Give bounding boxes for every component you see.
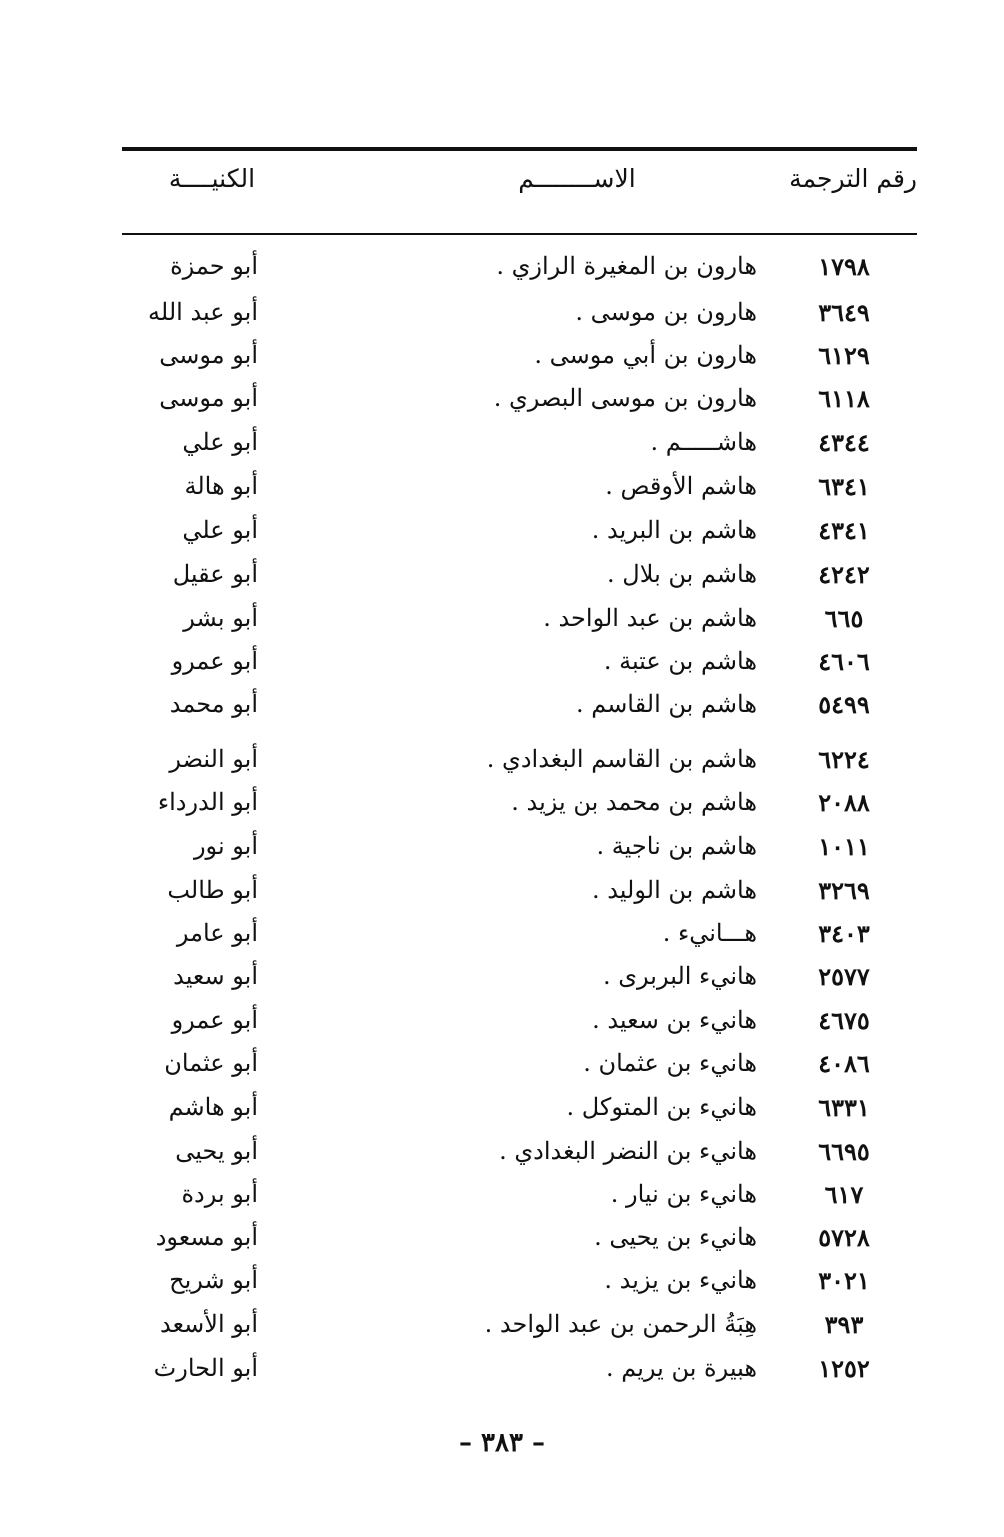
person-name: هِبَةُ الرحمن بن عبد الواحد . (484, 1310, 757, 1338)
table-header (122, 164, 917, 208)
person-name: هانيء بن يحيى . (594, 1223, 757, 1251)
person-name: هانيء بن سعيد . (592, 1006, 757, 1034)
person-kunya: أبو موسى (159, 384, 258, 412)
translation-number: ٦٣٤١ (818, 472, 870, 501)
person-name: هانيء بن يزيد . (604, 1266, 757, 1294)
table-row (122, 252, 917, 292)
table-row (122, 745, 917, 785)
person-kunya: أبو علي (182, 428, 258, 456)
person-kunya: أبو حمزة (170, 252, 258, 280)
person-name: هاشم بن عتبة . (603, 647, 757, 675)
person-kunya: أبو عامر (176, 919, 258, 947)
table-row (122, 384, 917, 424)
person-name: هاشم بن القاسم . (575, 690, 757, 718)
translation-number: ٦٦٥ (824, 604, 864, 633)
person-name: هاشم بن ناجية . (596, 832, 757, 860)
table-row (122, 1093, 917, 1133)
header-kunya: الكنيــــة (168, 164, 256, 193)
person-kunya: أبو عمرو (171, 647, 258, 675)
person-kunya: أبو بشر (183, 604, 258, 632)
person-name: هاشم بن بلال . (607, 560, 757, 588)
table-row (122, 1266, 917, 1306)
table-row (122, 690, 917, 730)
person-name: هارون بن موسى البصري . (493, 384, 757, 412)
translation-number: ٤٣٤١ (818, 516, 870, 545)
person-name: هاشـــــم . (650, 428, 757, 456)
table-row (122, 876, 917, 916)
table-row (122, 1310, 917, 1350)
translation-number: ٦١١٨ (818, 384, 870, 413)
translation-number: ٣٤٠٣ (818, 919, 870, 948)
translation-number: ٤٠٨٦ (818, 1049, 870, 1078)
table-row (122, 1137, 917, 1177)
translation-number: ٥٤٩٩ (818, 690, 870, 719)
person-name: هبيرة بن يريم . (606, 1354, 757, 1382)
person-kunya: أبو شريح (169, 1266, 258, 1294)
header-name: الاســــــــم (518, 164, 636, 193)
person-name: هارون بن المغيرة الرازي . (496, 252, 757, 280)
table-row (122, 604, 917, 644)
person-name: هاشم بن الوليد . (591, 876, 757, 904)
translation-number: ٥٧٢٨ (818, 1223, 870, 1252)
translation-number: ٤٦٠٦ (818, 647, 870, 676)
translation-number: ٣٢٦٩ (818, 876, 870, 905)
header-rule (122, 233, 917, 235)
person-kunya: أبو محمد (169, 690, 258, 718)
translation-number: ٣٦٤٩ (818, 298, 870, 327)
person-name: هانيء بن عثمان . (583, 1049, 757, 1077)
person-kunya: أبو هالة (184, 472, 258, 500)
person-name: هارون بن أبي موسى . (534, 341, 757, 369)
person-name: هانيء البربرى . (603, 962, 757, 990)
translation-number: ٤٦٧٥ (818, 1006, 870, 1035)
person-name: هانيء بن نيار . (610, 1180, 757, 1208)
translation-number: ٦٦٩٥ (818, 1137, 870, 1166)
translation-number: ٦٣٣١ (818, 1093, 870, 1122)
person-name: هارون بن موسى . (575, 298, 757, 326)
page-number: – ٣٨٣ – (458, 1428, 546, 1458)
table-row (122, 919, 917, 959)
table-row (122, 1006, 917, 1046)
table-row (122, 428, 917, 468)
person-kunya: أبو الأسعد (159, 1310, 258, 1338)
person-kunya: أبو نور (193, 832, 258, 860)
person-name: هانيء بن المتوكل . (566, 1093, 757, 1121)
person-kunya: أبو مسعود (155, 1223, 258, 1251)
table-row (122, 1354, 917, 1394)
translation-number: ١٢٥٢ (818, 1354, 870, 1383)
person-kunya: أبو الحارث (153, 1354, 258, 1382)
translation-number: ١٠١١ (818, 832, 870, 861)
translation-number: ٤٢٤٢ (818, 560, 870, 589)
translation-number: ٤٣٤٤ (818, 428, 870, 457)
table-row (122, 962, 917, 1002)
person-kunya: أبو عثمان (164, 1049, 258, 1077)
person-name: هاشم بن محمد بن يزيد . (511, 788, 757, 816)
table-row (122, 560, 917, 600)
table-row (122, 516, 917, 556)
person-kunya: أبو طالب (167, 876, 258, 904)
person-name: هانيء بن النضر البغدادي . (499, 1137, 757, 1165)
person-kunya: أبو الدرداء (157, 788, 258, 816)
translation-number: ٦١٢٩ (818, 341, 870, 370)
person-name: هاشم بن البريد . (591, 516, 757, 544)
person-name: هاشم الأوقص . (605, 472, 757, 500)
person-kunya: أبو يحيى (175, 1137, 258, 1165)
person-kunya: أبو علي (182, 516, 258, 544)
person-kunya: أبو النضر (169, 745, 258, 773)
table-row (122, 832, 917, 872)
translation-number: ١٧٩٨ (818, 252, 870, 281)
table-row (122, 1180, 917, 1220)
table-row (122, 298, 917, 338)
person-kunya: أبو بردة (181, 1180, 258, 1208)
table-row (122, 1223, 917, 1263)
person-kunya: أبو موسى (159, 341, 258, 369)
table-row (122, 472, 917, 512)
translation-number: ٦٢٢٤ (818, 745, 870, 774)
table-row (122, 341, 917, 381)
top-rule (122, 147, 917, 151)
person-name: هاشم بن القاسم البغدادي . (486, 745, 757, 773)
translation-number: ٣٩٣ (824, 1310, 864, 1339)
person-kunya: أبو سعيد (173, 962, 258, 990)
table-row (122, 788, 917, 828)
person-name: هاشم بن عبد الواحد . (543, 604, 757, 632)
person-name: هـــانيء . (662, 919, 757, 947)
person-kunya: أبو عمرو (171, 1006, 258, 1034)
person-kunya: أبو عبد الله (148, 298, 258, 326)
header-translation-number: رقم الترجمة (789, 164, 917, 193)
translation-number: ٦١٧ (824, 1180, 864, 1209)
person-kunya: أبو هاشم (168, 1093, 258, 1121)
translation-number: ٢٠٨٨ (818, 788, 870, 817)
table-row (122, 1049, 917, 1089)
translation-number: ٣٠٢١ (818, 1266, 870, 1295)
table-row (122, 647, 917, 687)
person-kunya: أبو عقيل (172, 560, 258, 588)
translation-number: ٢٥٧٧ (818, 962, 870, 991)
